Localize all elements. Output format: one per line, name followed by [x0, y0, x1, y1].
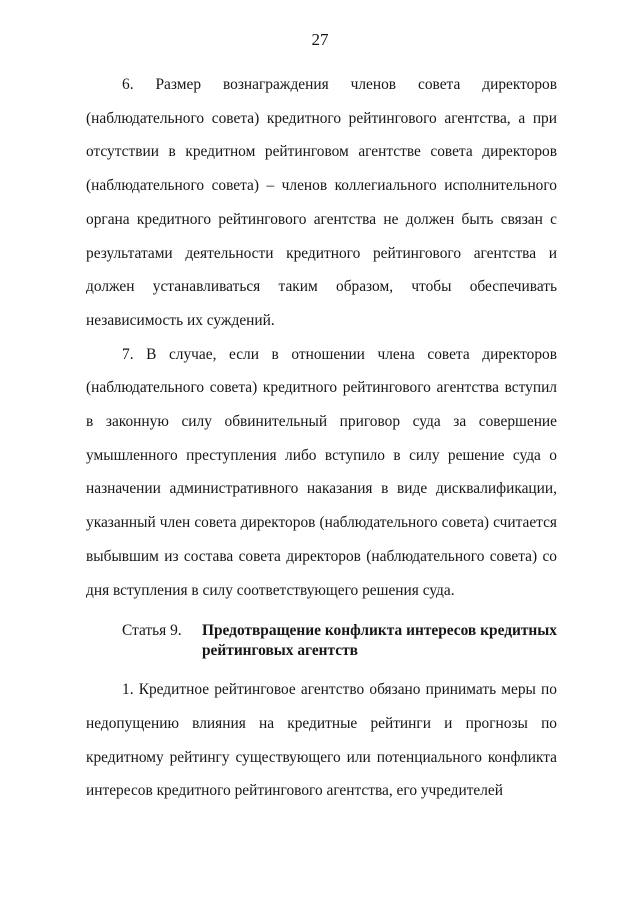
article-label: Статья 9.	[122, 622, 182, 640]
document-body	[86, 68, 557, 808]
page-number: 27	[311, 30, 329, 49]
paragraph-7: 7. В случае, если в отношении члена совета директоров (наблюдательного совета) кредитного рейтингового агентства вступил в законную силу обвинительный приговор суда за совершение умышленного преступления либо вступило в силу решение суда о назначении административного наказания в виде дисквалификации, указанный член совета директоров (наблюдательного совета) считается выбывшим из состава совета директоров (наблюдательного совета) со дня вступления в силу соответствующего решения суда.	[86, 345, 557, 599]
paragraph-6: 6. Размер вознаграждения членов совета директоров (наблюдательного совета) кредитного рейтингового агентства, а при отсутствии в кредитном рейтинговом агентстве совета директоров (наблюдательного совета) – членов коллегиального исполнительного органа кредитного рейтингового агентства не должен быть связан с результатами деятельности кредитного рейтингового агентства и должен устанавливаться таким образом, чтобы обеспечивать независимость их суждений.	[86, 76, 557, 329]
paragraph-1: 1. Кредитное рейтинговое агентство обязано принимать меры по недопущению влияния на кредитные рейтинги и прогнозы по кредитному рейтингу существующего или потенциального конфликта интересов кредитного рейтингового агентства, его учредителей	[86, 681, 557, 800]
article-heading	[86, 621, 557, 661]
article-title: Предотвращение конфликта интересов кредитных рейтинговых агентств	[202, 622, 557, 660]
